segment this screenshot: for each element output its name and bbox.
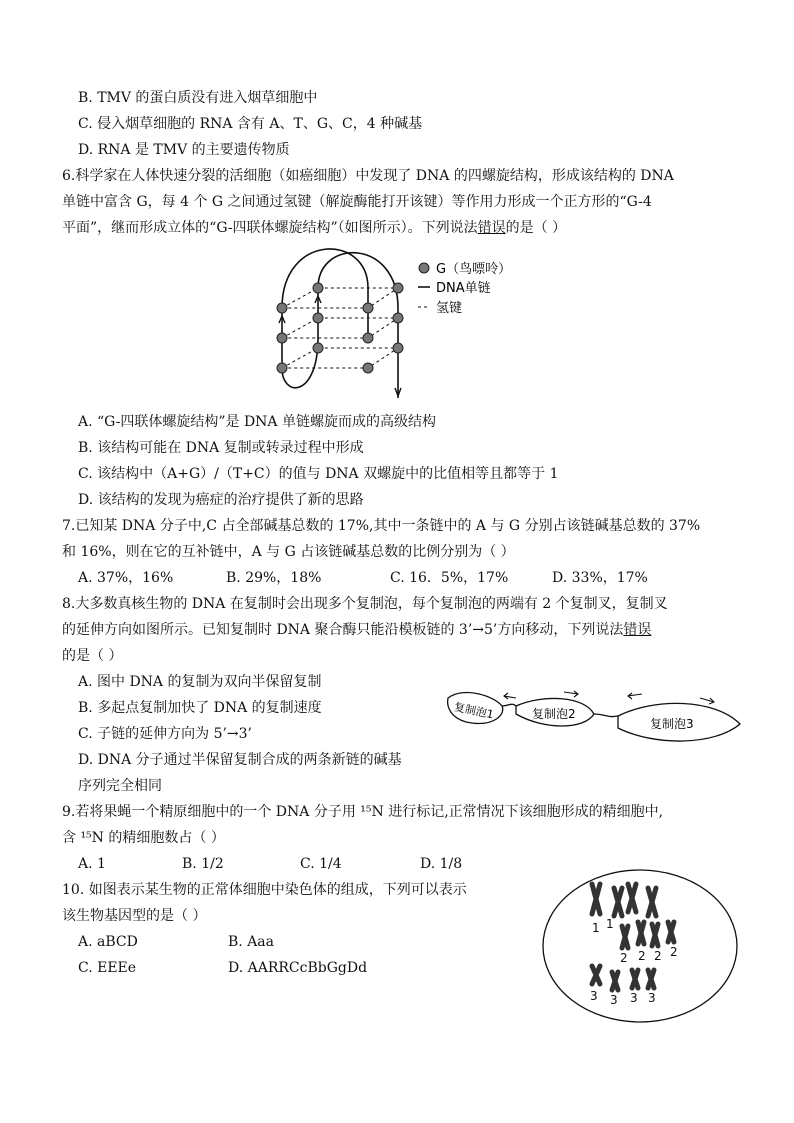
q10-stem-line1: 10. 如图表示某生物的正常体细胞中染色体的组成，下列可以表示 <box>62 882 467 898</box>
q10-option-c: C. EEEe <box>78 960 137 976</box>
chromosome-label-3d: 3 <box>648 991 656 1005</box>
q9-option-c: C. 1/4 <box>300 856 342 872</box>
q10-option-b: B. Aaa <box>228 934 274 950</box>
q6-key-word: 错误 <box>477 220 506 236</box>
q8-stem-line2: 的延伸方向如图所示。已知复制时 DNA 聚合酶只能沿模板链的 3’→5’方向移动，下列说法错误 <box>62 622 652 638</box>
q6-option-d: D. 该结构的发现为癌症的治疗提供了新的思路 <box>78 492 364 508</box>
chromosome-label-1a: 1 <box>592 921 600 935</box>
q9-option-b: B. 1/2 <box>182 856 224 872</box>
q5-option-c: C. 侵入烟草细胞的 RNA 含有 A、T、G、C，4 种碱基 <box>78 116 423 132</box>
q8-stem-line3: 的是（ ） <box>62 648 123 664</box>
chromosome-label-3a: 3 <box>590 989 598 1003</box>
q6-stem-line2: 单链中富含 G，每 4 个 G 之间通过氢键（解旋酶能打开该键）等作用力形成一个正方形的“G-4 <box>62 194 652 210</box>
q7-stem-line1: 7.已知某 DNA 分子中,C 占全部碱基总数的 17%,其中一条链中的 A 与 G 分别占该链碱基总数的 37% <box>62 518 701 534</box>
q8-option-b: B. 多起点复制加快了 DNA 的复制速度 <box>78 700 322 716</box>
q7-option-d: D. 33%，17% <box>552 570 648 586</box>
q8-option-d-cont: 序列完全相同 <box>78 778 162 794</box>
q7-stem-line2: 和 16%，则在它的互补链中，A 与 G 占该链碱基总数的比例分别为（ ） <box>62 544 515 560</box>
bubble-label-3: 复制泡3 <box>650 717 694 731</box>
legend-hbond: 氢键 <box>436 301 463 316</box>
q8-option-d: D. DNA 分子通过半保留复制合成的两条新链的碱基 <box>78 752 402 768</box>
legend-g: G（鸟嘌呤） <box>436 262 512 277</box>
chromosome-label-2a: 2 <box>620 951 628 965</box>
q5-option-d: D. RNA 是 TMV 的主要遗传物质 <box>78 142 290 158</box>
q6-option-c: C. 该结构中（A+G）/（T+C）的值与 DNA 双螺旋中的比值相等且都等于 1 <box>78 466 559 482</box>
chromosome-label-2b: 2 <box>638 949 646 963</box>
bubble-label-2: 复制泡2 <box>532 707 576 721</box>
q6-option-b: B. 该结构可能在 DNA 复制或转录过程中形成 <box>78 440 364 456</box>
q10-option-a: A. aBCD <box>78 934 138 950</box>
chromosome-label-3b: 3 <box>610 993 618 1007</box>
g-quadruplex-diagram <box>268 248 512 398</box>
legend-strand: DNA单链 <box>436 281 491 296</box>
chromosome-label-2c: 2 <box>654 949 662 963</box>
q7-option-b: B. 29%，18% <box>226 570 322 586</box>
q8-option-c: C. 子链的延伸方向为 5’→3’ <box>78 726 253 742</box>
chromosome-label-3c: 3 <box>630 991 638 1005</box>
chromosome-label-1b: 1 <box>606 917 614 931</box>
q8-stem-line1: 8.大多数真核生物的 DNA 在复制时会出现多个复制泡，每个复制泡的两端有 2 个复制叉，复制叉 <box>62 596 668 612</box>
q9-option-d: D. 1/8 <box>420 856 463 872</box>
q9-stem-line2: 含 ¹⁵N 的精细胞数占（ ） <box>62 830 225 846</box>
q9-option-a: A. 1 <box>78 856 106 872</box>
replication-bubbles-diagram <box>444 684 744 748</box>
q7-options <box>0 568 794 588</box>
q10-options-row1 <box>0 932 540 952</box>
bubble-label-1: 复制泡1 <box>452 700 495 722</box>
q10-options-row2 <box>0 958 540 978</box>
q6-option-a: A. “G-四联体螺旋结构”是 DNA 单链螺旋而成的高级结构 <box>78 414 436 430</box>
q10-stem-line2: 该生物基因型的是（ ） <box>62 908 207 924</box>
q5-option-b: B. TMV 的蛋白质没有进入烟草细胞中 <box>78 90 318 106</box>
q7-option-c: C. 16．5%，17% <box>390 570 509 586</box>
q7-option-a: A. 37%，16% <box>78 570 174 586</box>
chromosome-cell-diagram <box>540 866 740 1026</box>
q6-stem-line1: 6.科学家在人体快速分裂的活细胞（如癌细胞）中发现了 DNA 的四螺旋结构，形成该结构的 DNA <box>62 168 674 184</box>
q6-stem-line3: 平面”，继而形成立体的“G-四联体螺旋结构”（如图所示）。下列说法错误的是（ ） <box>62 220 567 236</box>
chromosome-label-2d: 2 <box>670 945 678 959</box>
q8-key-word: 错误 <box>623 622 652 638</box>
q8-option-a: A. 图中 DNA 的复制为双向半保留复制 <box>78 674 322 690</box>
q9-stem-line1: 9.若将果蝇一个精原细胞中的一个 DNA 分子用 ¹⁵N 进行标记,正常情况下该细胞形成的精细胞中, <box>62 804 664 820</box>
q10-option-d: D. AARRCcBbGgDd <box>228 960 368 976</box>
